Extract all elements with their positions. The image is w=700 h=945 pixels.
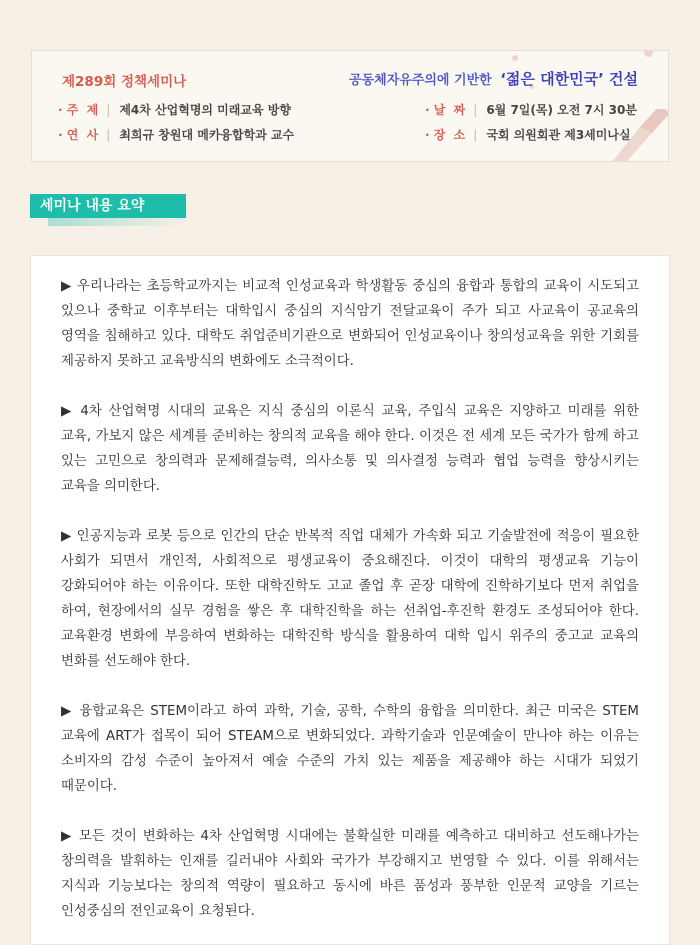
slogan-prefix: 공동체자유주의에 기반한 [349,73,492,88]
date-label: · 날 짜 [425,103,466,117]
topic-label: · 주 제 [58,103,99,117]
decor-dot [512,55,518,61]
date-value: 6월 7일(목) 오전 7시 30분 [486,103,637,117]
separator: | [473,127,478,142]
speaker-value: 최희규 창원대 메카융합학과 교수 [119,128,295,142]
speaker-label: · 연 사 [58,128,99,142]
separator: | [106,127,111,142]
separator: | [473,102,478,117]
venue-label: · 장 소 [425,128,466,142]
summary-paragraph: ▶ 융합교육은 STEM이라고 하여 과학, 기술, 공학, 수학의 융합을 의미한다. 최근 미국은 STEM 교육에 ART가 접목이 되어 STEAM으로 변화되었다. 과학기술과 인문예술이 만나야 하는 이유는 소비자의 감성 수준이 높아져서 예술 수준의 가치 있는 제품을 제공해야 하는 시대가 되었기 때문이다. [61,704,639,794]
slogan-emphasis: ‘젊은 대한민국’ 건설 [500,70,638,88]
venue-value: 국회 의원회관 제3세미나실 [486,128,631,142]
fountain-pen-icon [600,109,669,162]
summary-paragraph: ▶ 인공지능과 로봇 등으로 인간의 단순 반복적 직업 대체가 가속화 되고 기술발전에 적응이 필요한 사회가 되면서 개인적, 사회적으로 평생교육이 중요해진다. 이것이 대학의 평생교육 기능이 강화되어야 하는 이유이다. 또한 대학진학도 고교 졸업 후 곧장 대학에 진학하기보다 먼저 취업을 하여, 현장에서의 실무 경험을 쌓은 후 대학진학을 하는 선취업-후진학 환경도 조성되어야 한다. 교육환경 변화에 부응하여 변화하는 대학진학 방식을 활용하여 대학 입시 위주의 중고교 교육의 변화를 선도해야 한다. [61,529,639,669]
decor-dot [644,50,653,57]
summary-content-card [30,255,670,945]
topic-row [58,101,291,118]
speaker-row [58,126,294,143]
summary-paragraph: ▶ 모든 것이 변화하는 4차 산업혁명 시대에는 불확실한 미래를 예측하고 대비하고 선도해나가는 창의력을 발휘하는 인재를 길러내야 사회와 국가가 부강해지고 번영할 수 있다. 이를 위해서는 지식과 기능보다는 창의적 역량이 필요하고 동시에 바른 품성과 풍부한 인문적 교양을 기르는 인성중심의 전인교육이 요청된다. [61,829,639,919]
section-tag-shadow [48,218,188,226]
summary-paragraph: ▶ 우리나라는 초등학교까지는 비교적 인성교육과 학생활동 중심의 융합과 통합의 교육이 시도되고 있으나 중학교 이후부터는 대학입시 중심의 지식암기 전달교육이 주가 되고 사교육이 공교육의 영역을 침해하고 있다. 대학도 취업준비기관으로 변화되어 인성교육이나 창의성교육을 위한 기회를 제공하지 못하고 교육방식의 변화에도 소극적이다. [61,279,639,369]
seminar-slogan [349,68,638,89]
separator: | [106,102,111,117]
seminar-number-title: 제289회 정책세미나 [62,74,187,90]
topic-value: 제4차 산업혁명의 미래교육 방향 [119,103,291,117]
section-title-tag: 세미나 내용 요약 [30,194,186,218]
summary-paragraph: ▶ 4차 산업혁명 시대의 교육은 지식 중심의 이론식 교육, 주입식 교육은 지양하고 미래를 위한 교육, 가보지 않은 세계를 준비하는 창의적 교육을 해야 한다. 이것은 전 세계 모든 국가가 함께 하고 있는 고민으로 창의력과 문제해결능력, 의사소통 및 의사결정 능력과 협업 능력을 향상시키는 교육을 의미한다. [61,404,639,494]
seminar-info-box [31,50,669,162]
